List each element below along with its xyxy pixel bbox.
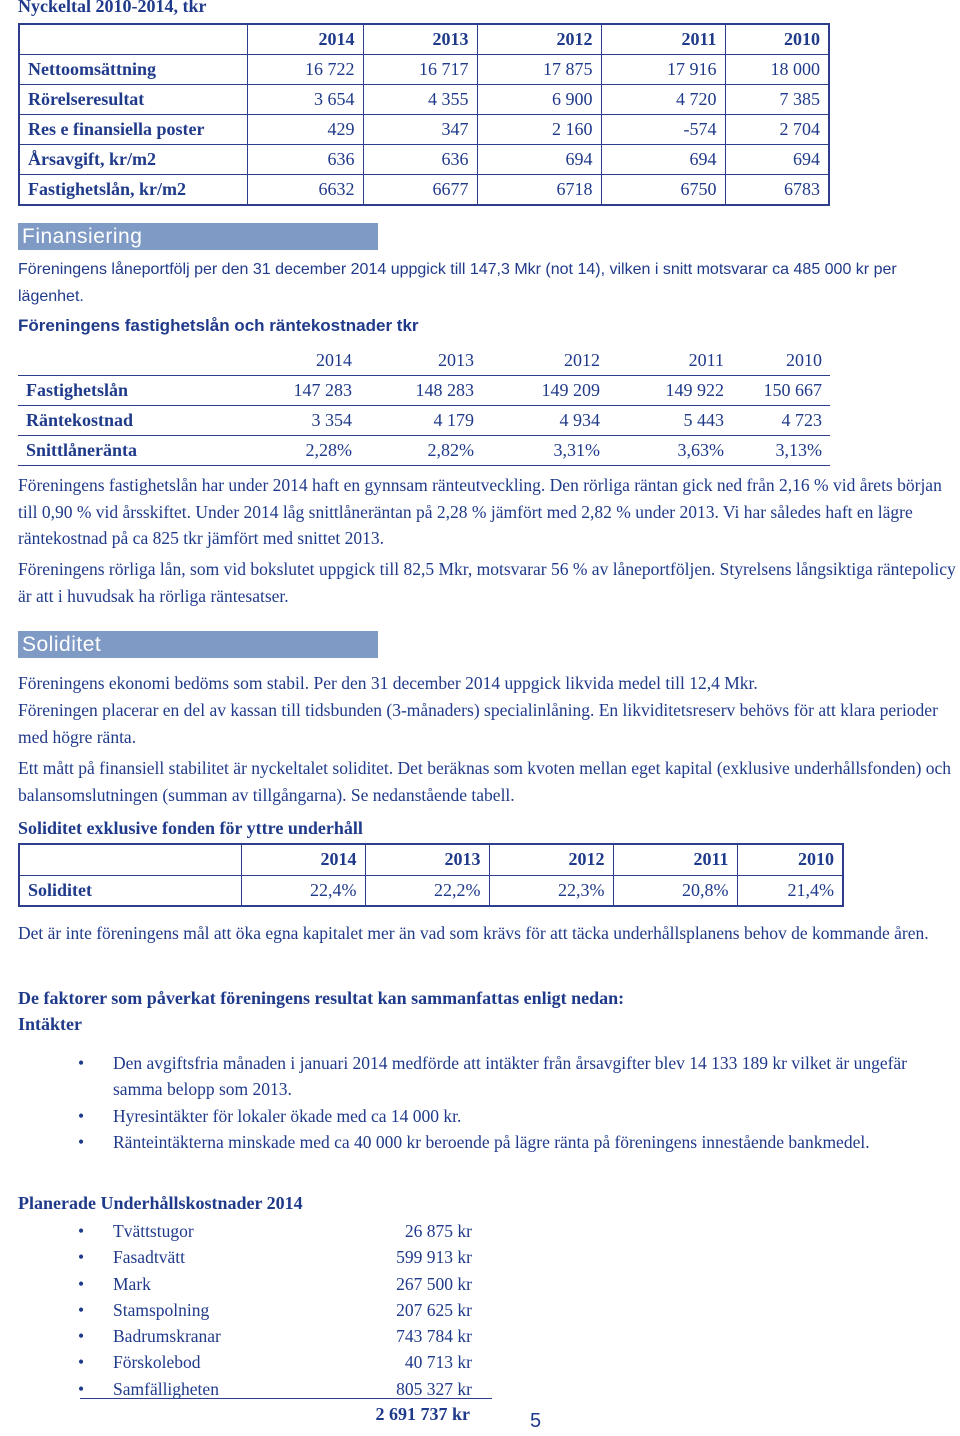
row-label: Snittlåneränta bbox=[26, 440, 138, 460]
nyckeltal-title: Nyckeltal 2010-2014, tkr bbox=[18, 0, 207, 16]
fastighetslan-table bbox=[18, 346, 830, 466]
cell: 20,8% bbox=[613, 875, 737, 906]
underhall-heading: Planerade Underhållskostnader 2014 bbox=[18, 1193, 303, 1213]
cell: 6718 bbox=[477, 175, 601, 206]
cell: 22,4% bbox=[241, 875, 365, 906]
fastighetslan-year: 2012 bbox=[482, 346, 608, 376]
table-row bbox=[19, 145, 829, 175]
cell: 6750 bbox=[601, 175, 725, 206]
bullet-icon: • bbox=[78, 1221, 85, 1241]
list-item bbox=[18, 1218, 472, 1244]
table-row bbox=[18, 436, 830, 466]
cell: 18 000 bbox=[725, 55, 829, 85]
underhall-list bbox=[18, 1218, 472, 1402]
cell: 4 720 bbox=[601, 85, 725, 115]
row-label: Soliditet bbox=[19, 875, 241, 906]
list-item bbox=[18, 1297, 472, 1323]
cost-name: Fasadtvätt bbox=[113, 1247, 185, 1268]
fastighetslan-header-blank bbox=[18, 346, 240, 376]
bullet-icon: • bbox=[78, 1326, 85, 1347]
cell: 4 355 bbox=[363, 85, 477, 115]
fastighetslan-year: 2014 bbox=[240, 346, 360, 376]
soliditet-header-blank bbox=[19, 844, 241, 875]
cell: 6632 bbox=[247, 175, 363, 206]
table-row bbox=[19, 115, 829, 145]
cell: 3,63% bbox=[677, 440, 724, 460]
section-band-soliditet: Soliditet bbox=[18, 631, 378, 658]
cell: 3,13% bbox=[775, 440, 822, 460]
row-label: Rörelseresultat bbox=[19, 85, 247, 115]
cost-amount: 40 713 kr bbox=[404, 1352, 472, 1373]
cost-name: Stamspolning bbox=[113, 1299, 210, 1320]
cell: 694 bbox=[725, 145, 829, 175]
finansiering-paragraph-2: Föreningens rörliga lån, som vid bokslutet uppgick till 82,5 Mkr, motsvarar 56 % av låneportföljen. Styrelsens långsiktiga räntepolicy är att i huvudsak ha rörliga räntesatser. bbox=[18, 559, 956, 606]
cell: 150 667 bbox=[732, 376, 830, 406]
row-label: Årsavgift, kr/m2 bbox=[19, 145, 247, 175]
soliditet-header-row bbox=[19, 844, 843, 875]
cell: 22,3% bbox=[489, 875, 613, 906]
fastighetslan-header-row bbox=[18, 346, 830, 376]
list-item bbox=[18, 1244, 472, 1270]
list-item: • Ränteintäkterna minskade med ca 40 000 kr beroende på lägre ränta på föreningens innestående bankmedel. bbox=[18, 1129, 960, 1155]
row-label: Res e finansiella poster bbox=[19, 115, 247, 145]
cost-name: Förskolebod bbox=[113, 1352, 201, 1373]
list-item: • Den avgiftsfria månaden i januari 2014 medförde att intäkter från årsavgifter blev 14 133 189 kr vilket är ungefär samma belopp som 2013. bbox=[18, 1050, 960, 1103]
cell: 147 283 bbox=[240, 376, 360, 406]
faktorer-heading: De faktorer som påverkat föreningens resultat kan sammanfattas enligt nedan: bbox=[18, 988, 625, 1008]
cell: 7 385 bbox=[725, 85, 829, 115]
fastighetslan-year: 2010 bbox=[732, 346, 830, 376]
row-label: Fastighetslån bbox=[18, 376, 240, 406]
fastighetslan-table-title: Föreningens fastighetslån och räntekostnader tkr bbox=[18, 316, 419, 335]
cell: 3 354 bbox=[240, 406, 360, 436]
cell: 3 654 bbox=[247, 85, 363, 115]
cell: 148 283 bbox=[360, 376, 482, 406]
cost-amount: 743 784 kr bbox=[396, 1326, 472, 1347]
cell: 2,82% bbox=[427, 440, 474, 460]
row-label: Nettoomsättning bbox=[19, 55, 247, 85]
soliditet-year: 2010 bbox=[737, 844, 843, 875]
cell: 4 179 bbox=[360, 406, 482, 436]
finansiering-intro: Föreningens låneportfölj per den 31 december 2014 uppgick till 147,3 Mkr (not 14), vilken i snitt motsvarar ca 485 000 kr per lägenhet. bbox=[18, 261, 897, 305]
cell: 149 209 bbox=[482, 376, 608, 406]
cell: 694 bbox=[601, 145, 725, 175]
bullet-icon: • bbox=[78, 1299, 85, 1320]
cell: 4 723 bbox=[732, 406, 830, 436]
list-item bbox=[18, 1323, 472, 1349]
soliditet-year: 2014 bbox=[241, 844, 365, 875]
cost-amount: 26 875 kr bbox=[404, 1221, 472, 1241]
cell: 694 bbox=[477, 145, 601, 175]
cell: 6677 bbox=[363, 175, 477, 206]
table-row bbox=[19, 55, 829, 85]
cell: 149 922 bbox=[608, 376, 732, 406]
cost-amount: 599 913 kr bbox=[396, 1247, 472, 1268]
fastighetslan-year: 2011 bbox=[608, 346, 732, 376]
cost-name: Mark bbox=[113, 1273, 151, 1294]
nyckeltal-year: 2013 bbox=[363, 24, 477, 55]
cell: 6783 bbox=[725, 175, 829, 206]
soliditet-paragraph-3: Ett mått på finansiell stabilitet är nyckeltalet soliditet. Det beräknas som kvoten mellan eget kapital (exklusive underhållsfonden) och balansomslutningen (summan av tillgångarna). Se nedanstående tabell. bbox=[18, 758, 952, 805]
cell: 2 704 bbox=[725, 115, 829, 145]
cell: 4 934 bbox=[482, 406, 608, 436]
cell: 429 bbox=[247, 115, 363, 145]
cell: 22,2% bbox=[365, 875, 489, 906]
cell: 347 bbox=[363, 115, 477, 145]
nyckeltal-table bbox=[18, 23, 830, 206]
intakter-subheading: Intäkter bbox=[18, 1014, 82, 1034]
soliditet-paragraph-2: Föreningen placerar en del av kassan till tidsbunden (3-månaders) specialinlåning. En likviditetsreserv behövs för att klara perioder med högre ränta. bbox=[18, 700, 938, 747]
list-item: • Hyresintäkter för lokaler ökade med ca 14 000 kr. bbox=[18, 1103, 960, 1129]
cell: 3,31% bbox=[553, 440, 600, 460]
cell: 5 443 bbox=[608, 406, 732, 436]
soliditet-table-title: Soliditet exklusive fonden för yttre underhåll bbox=[18, 818, 363, 838]
nyckeltal-header-row bbox=[19, 24, 829, 55]
bullet-icon: • bbox=[78, 1378, 85, 1399]
cost-amount: 267 500 kr bbox=[396, 1273, 472, 1294]
cell: 16 722 bbox=[247, 55, 363, 85]
row-label: Räntekostnad bbox=[18, 406, 240, 436]
nyckeltal-header-blank bbox=[19, 24, 247, 55]
page-number: 5 bbox=[530, 1410, 542, 1432]
table-row bbox=[19, 875, 843, 906]
table-row bbox=[18, 406, 830, 436]
soliditet-paragraph-1: Föreningens ekonomi bedöms som stabil. Per den 31 december 2014 uppgick likvida medel till 12,4 Mkr. bbox=[18, 673, 758, 693]
bullet-icon: • bbox=[78, 1352, 85, 1373]
cell: 16 717 bbox=[363, 55, 477, 85]
soliditet-year: 2011 bbox=[613, 844, 737, 875]
table-row bbox=[18, 376, 830, 406]
cost-name: Badrumskranar bbox=[113, 1326, 221, 1347]
finansiering-paragraph-1: Föreningens fastighetslån har under 2014 haft en gynnsam ränteutveckling. Den rörliga räntan gick ned från 2,16 % vid årets början till 0,90 % vid årsskiftet. Under 2014 låg snittlåneräntan på 2,28 % jämfört med 2,82 % under 2013. Vi har således haft en lägre räntekostnad på ca 825 tkr jämfört med snittet 2013. bbox=[18, 475, 942, 548]
underhall-total: 2 691 737 kr bbox=[375, 1404, 470, 1424]
cell: 17 875 bbox=[477, 55, 601, 85]
cell: 21,4% bbox=[737, 875, 843, 906]
cell: 17 916 bbox=[601, 55, 725, 85]
table-row bbox=[19, 175, 829, 206]
cost-amount: 805 327 kr bbox=[396, 1378, 472, 1399]
soliditet-year: 2013 bbox=[365, 844, 489, 875]
cell: -574 bbox=[601, 115, 725, 145]
section-band-finansiering: Finansiering bbox=[18, 223, 378, 250]
nyckeltal-year: 2010 bbox=[725, 24, 829, 55]
nyckeltal-year: 2012 bbox=[477, 24, 601, 55]
list-item bbox=[18, 1349, 472, 1375]
table-row bbox=[19, 85, 829, 115]
cell: 2,28% bbox=[305, 440, 352, 460]
intakter-list bbox=[18, 1050, 960, 1155]
cost-name: Samfälligheten bbox=[113, 1378, 219, 1399]
cell: 6 900 bbox=[477, 85, 601, 115]
row-label: Fastighetslån, kr/m2 bbox=[19, 175, 247, 206]
cost-name: Tvättstugor bbox=[113, 1221, 194, 1241]
soliditet-paragraph-4: Det är inte föreningens mål att öka egna kapitalet mer än vad som krävs för att täcka underhållsplanens behov de kommande åren. bbox=[18, 923, 929, 943]
cell: 2 160 bbox=[477, 115, 601, 145]
bullet-icon: • bbox=[78, 1273, 85, 1294]
fastighetslan-year: 2013 bbox=[360, 346, 482, 376]
nyckeltal-year: 2011 bbox=[601, 24, 725, 55]
list-item bbox=[18, 1271, 472, 1297]
soliditet-table bbox=[18, 843, 844, 907]
soliditet-year: 2012 bbox=[489, 844, 613, 875]
total-underline bbox=[80, 1398, 492, 1399]
nyckeltal-year: 2014 bbox=[247, 24, 363, 55]
cost-amount: 207 625 kr bbox=[396, 1299, 472, 1320]
cell: 636 bbox=[247, 145, 363, 175]
bullet-icon: • bbox=[78, 1247, 85, 1268]
cell: 636 bbox=[363, 145, 477, 175]
